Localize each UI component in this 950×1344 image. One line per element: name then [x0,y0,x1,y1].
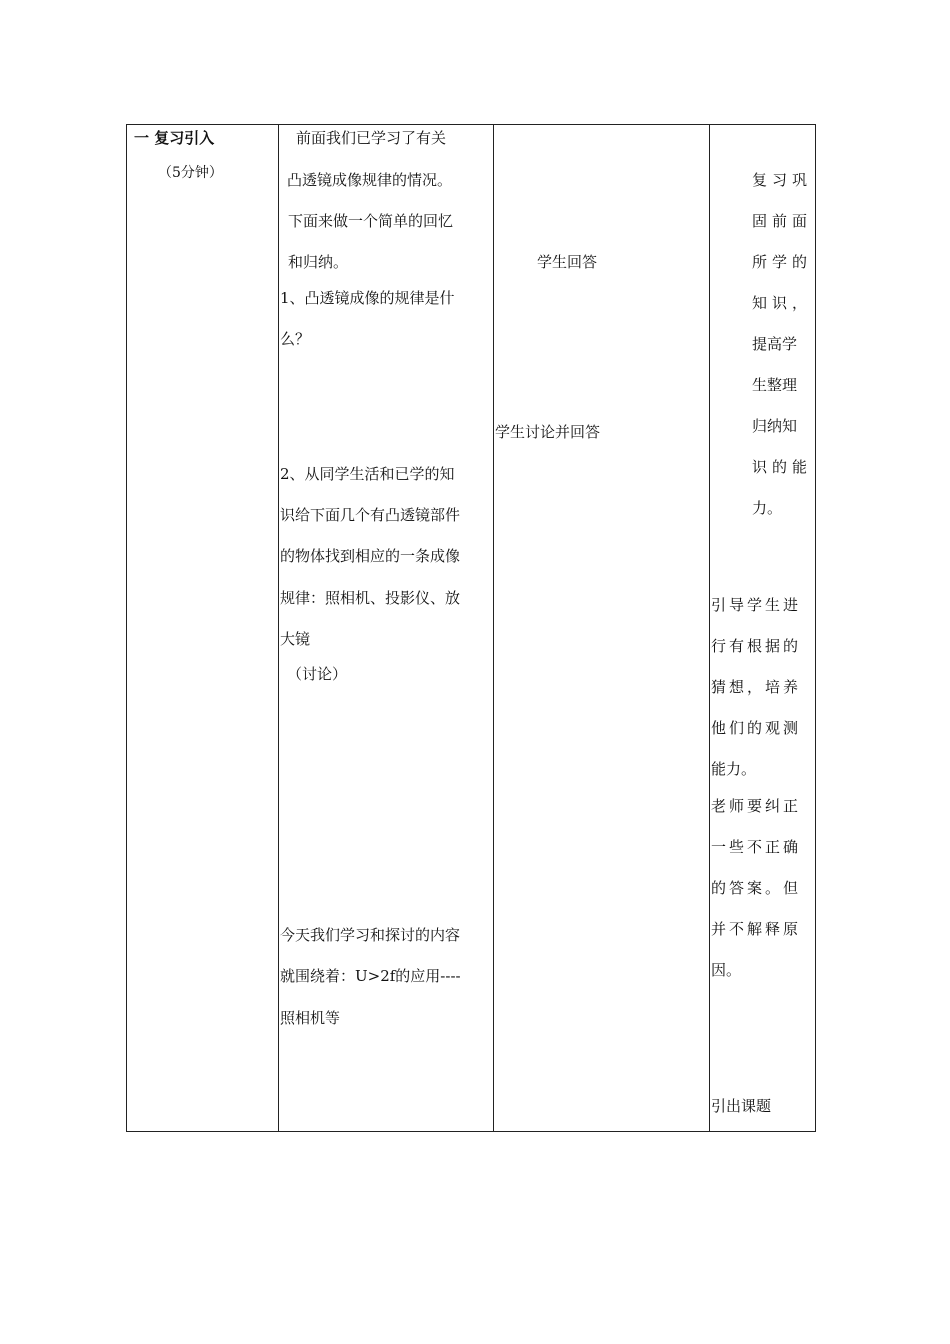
teacher-line: 和归纳。 [288,253,349,271]
intent-line: 行有根据的 [711,637,802,655]
column-divider-3 [709,124,710,1132]
teacher-line: 规律：照相机、投影仪、放 [280,589,461,607]
intent-line: 并不解释原 [711,920,802,938]
intent-line: 识的能 [752,458,813,476]
intent-line: 的答案。但 [711,879,802,897]
intent-line: 知识， [752,294,813,312]
intent-line: 引出课题 [711,1097,772,1115]
teacher-line: 么？ [280,330,311,348]
teacher-line: （讨论） [287,665,348,683]
teacher-line: 识给下面几个有凸透镜部件 [280,506,461,524]
intent-line: 所学的 [752,253,813,271]
table-bottom-border [126,1131,816,1132]
intent-line: 力。 [752,499,783,517]
intent-line: 能力。 [711,760,757,778]
teacher-line: 的物体找到相应的一条成像 [280,547,461,565]
student-discuss: 学生讨论并回答 [495,423,601,441]
intent-line: 提高学 [752,335,798,353]
teacher-line: 凸透镜成像规律的情况。 [287,171,453,189]
intent-line: 引导学生进 [711,596,802,614]
table-top-border [126,124,816,125]
column-divider-1 [278,124,279,1132]
teacher-line: 前面我们已学习了有关 [296,129,447,147]
teacher-line: 大镜 [280,630,311,648]
intent-line: 他们的观测 [711,719,802,737]
intent-line: 猜想，培养 [711,678,802,696]
lesson-table [126,124,816,1132]
teacher-line: 2、从同学生活和已学的知 [280,465,455,483]
intent-line: 复习巩 [752,171,813,189]
teacher-line: 下面来做一个简单的回忆 [288,212,454,230]
intent-line: 一些不正确 [711,838,802,856]
intent-line: 因。 [711,961,742,979]
intent-line: 固前面 [752,212,813,230]
teacher-line: 照相机等 [280,1009,341,1027]
teacher-line: 今天我们学习和探讨的内容 [280,926,461,944]
section-heading: 一 复习引入 [134,129,215,147]
intent-line: 老师要纠正 [711,797,802,815]
intent-line: 归纳知 [752,417,798,435]
intent-line: 生整理 [752,376,798,394]
column-divider-2 [493,124,494,1132]
teacher-line: 1、凸透镜成像的规律是什 [280,289,455,307]
section-duration: （5分钟） [158,165,223,181]
table-left-border [126,124,127,1132]
student-answer: 学生回答 [537,253,598,271]
teacher-line: 就围绕着：U>2f的应用---- [280,967,461,985]
table-right-border [815,124,816,1132]
